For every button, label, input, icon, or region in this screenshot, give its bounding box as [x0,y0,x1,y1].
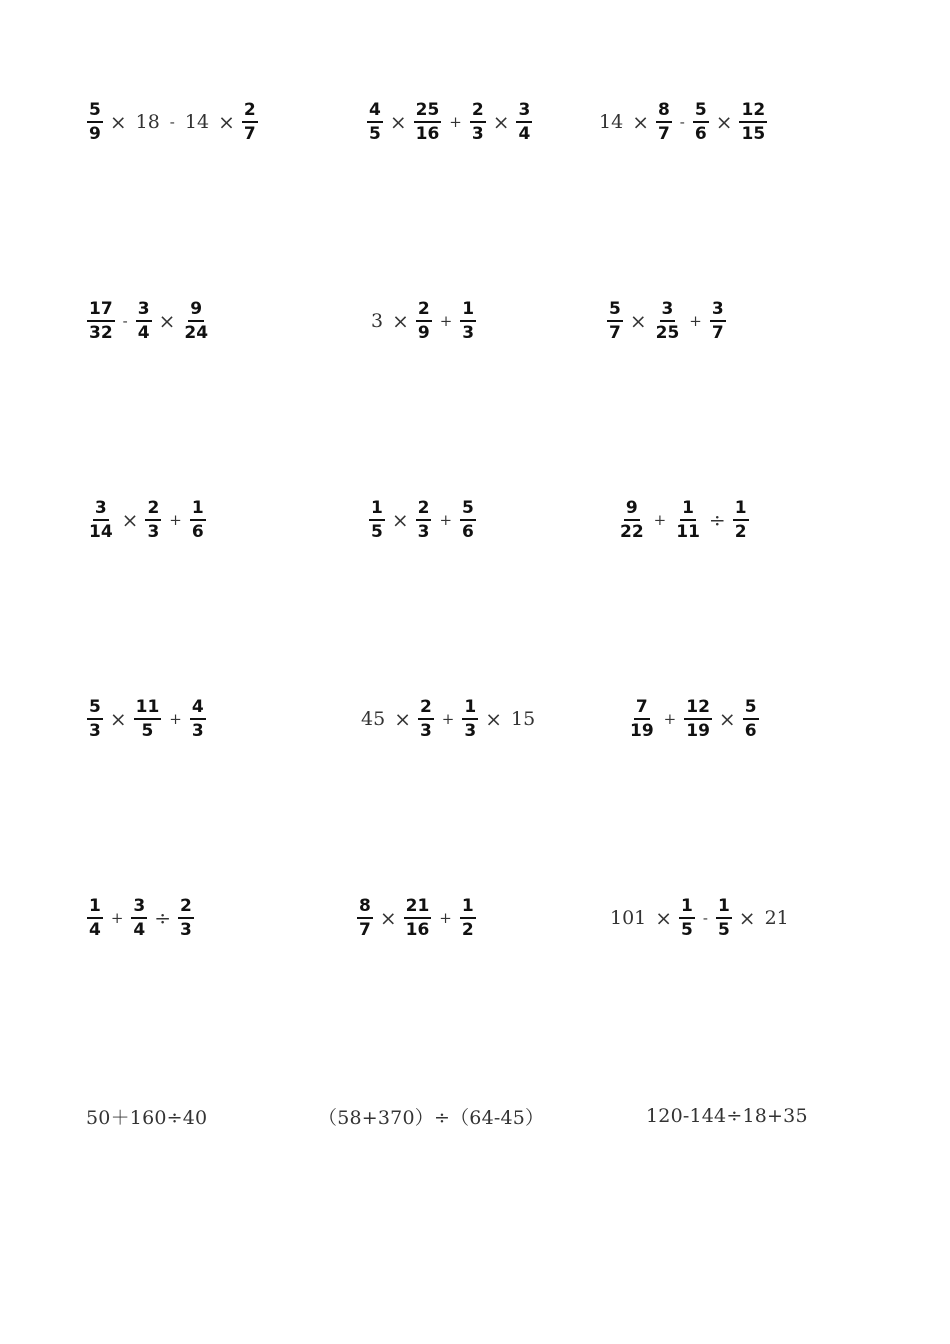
math-expression [627,695,760,743]
fraction [654,299,682,343]
fraction [674,498,702,542]
fraction-numerator: 1 [716,896,732,919]
fraction [416,299,432,343]
operator: + [689,312,702,330]
fraction-denominator: 6 [694,124,707,144]
fraction-numerator: 2 [418,697,434,720]
math-expression [617,496,750,544]
operator: - [169,113,175,131]
fraction-numerator: 7 [634,697,650,720]
fraction-denominator: 9 [417,323,430,343]
operator: + [663,710,677,728]
fraction-denominator: 32 [89,323,113,343]
fraction-denominator: 7 [711,323,724,343]
operator: - [679,113,685,131]
fraction-denominator: 3 [191,721,204,741]
operator: × [109,707,127,731]
integer: 14 [184,111,210,133]
fraction [87,100,103,144]
fraction [462,697,478,741]
fraction [414,100,442,144]
fraction-numerator: 2 [416,299,432,322]
operator: × [655,906,673,930]
fraction-denominator: 3 [147,522,160,542]
fraction-numerator: 3 [710,299,726,322]
operator: × [379,906,397,930]
math-expression [356,894,477,942]
integer: 14 [599,111,624,133]
fraction-numerator: 3 [516,100,532,123]
operator: × [629,309,647,333]
fraction-numerator: 5 [693,100,709,123]
fraction [693,100,709,144]
fraction-denominator: 7 [359,920,371,940]
fraction-denominator: 3 [419,721,432,741]
fraction [684,697,712,741]
fraction-numerator: 5 [607,299,623,322]
fraction-numerator: 11 [134,697,162,720]
fraction [87,896,103,940]
fraction [516,100,532,144]
operator: + [441,710,455,728]
fraction [418,697,434,741]
fraction-denominator: 3 [89,721,101,741]
fraction-denominator: 3 [417,522,430,542]
operator: + [169,710,182,728]
operator: + [439,511,453,529]
fraction-denominator: 15 [741,124,766,144]
operator: × [718,707,736,731]
fraction-denominator: 5 [371,522,383,542]
fraction [190,498,206,542]
fraction-denominator: 2 [734,522,747,542]
fraction-numerator: 5 [87,100,103,123]
operator: - [122,312,128,330]
fraction-denominator: 7 [657,124,670,144]
fraction-numerator: 4 [367,100,383,123]
fraction [460,299,476,343]
fraction-numerator: 4 [190,697,206,720]
fraction-numerator: 9 [188,299,204,322]
fraction [733,498,749,542]
integer: 101 [610,907,647,929]
operator: + [110,909,124,927]
operator: × [492,110,510,134]
fraction-denominator: 3 [464,721,477,741]
fraction-denominator: 16 [415,124,440,144]
math-expression [358,695,538,743]
fraction-numerator: 2 [470,100,486,123]
fraction [145,498,161,542]
math-expression [86,894,195,942]
arithmetic-expression: （58+370）÷（64-45） [318,1106,545,1129]
fraction [739,100,767,144]
fraction-denominator: 19 [630,721,654,741]
math-expression [368,297,477,345]
fraction-numerator: 8 [656,100,672,123]
fraction-denominator: 5 [369,124,381,144]
fraction [607,299,623,343]
fraction-denominator: 9 [89,124,101,144]
fraction-numerator: 5 [743,697,759,720]
operator: + [653,511,667,529]
fraction-denominator: 5 [141,721,154,741]
operator: × [485,707,502,731]
fraction-numerator: 12 [684,697,712,720]
fraction [367,100,383,144]
fraction [369,498,385,542]
fraction-numerator: 5 [460,498,476,521]
fraction [87,697,103,741]
operator: × [738,906,756,930]
operator: × [392,309,409,333]
fraction-numerator: 1 [190,498,206,521]
fraction-numerator: 1 [460,896,476,919]
fraction-denominator: 6 [462,522,474,542]
math-expression [607,894,792,942]
fraction-denominator: 2 [461,920,474,940]
fraction [416,498,432,542]
fraction-numerator: 17 [87,299,115,322]
math-expression [646,1092,808,1140]
fraction [357,896,373,940]
fraction-denominator: 24 [184,323,209,343]
math-expression [86,98,259,146]
fraction-numerator: 1 [369,498,385,521]
fraction-denominator: 11 [676,522,700,542]
fraction-numerator: 8 [357,896,373,919]
fraction-denominator: 5 [717,920,730,940]
integer: 21 [764,907,789,929]
fraction [87,498,115,542]
fraction [131,896,147,940]
math-expression [606,297,727,345]
fraction [242,100,258,144]
fraction [87,299,115,343]
fraction [710,299,726,343]
operator: ÷ [154,906,172,930]
fraction-denominator: 16 [405,920,430,940]
fraction-numerator: 3 [131,896,147,919]
fraction-numerator: 2 [242,100,258,123]
operator: × [394,707,411,731]
operator: + [439,312,453,330]
fraction [716,896,732,940]
fraction-numerator: 2 [145,498,161,521]
fraction-denominator: 19 [686,721,710,741]
fraction [618,498,646,542]
fraction [136,299,152,343]
math-expression [86,695,207,743]
fraction-denominator: 22 [620,522,644,542]
fraction [190,697,206,741]
fraction [743,697,759,741]
fraction [460,896,476,940]
fraction-numerator: 1 [462,697,478,720]
integer: 3 [371,310,384,332]
fraction-denominator: 14 [89,522,113,542]
fraction [182,299,210,343]
operator: - [702,909,708,927]
fraction-denominator: 25 [655,323,680,343]
fraction-numerator: 5 [87,697,103,720]
operator: × [391,508,409,532]
fraction [470,100,486,144]
fraction [628,697,656,741]
fraction-numerator: 2 [178,896,194,919]
fraction-numerator: 3 [93,498,109,521]
operator: + [449,113,462,131]
fraction-numerator: 25 [414,100,442,123]
math-expression [86,496,207,544]
fraction-denominator: 6 [191,522,204,542]
fraction-numerator: 2 [416,498,432,521]
math-expression [86,297,211,345]
fraction [134,697,162,741]
operator: + [439,909,452,927]
fraction-denominator: 4 [518,124,531,144]
fraction-numerator: 1 [680,498,696,521]
math-expression [86,1092,207,1140]
fraction-numerator: 3 [136,299,152,322]
operator: + [169,511,182,529]
operator: × [715,110,733,134]
fraction-denominator: 3 [180,920,192,940]
operator: × [109,110,127,134]
operator: ÷ [708,508,726,532]
fraction-numerator: 21 [404,896,432,919]
fraction-denominator: 6 [744,721,757,741]
operator: × [218,110,235,134]
fraction-denominator: 4 [89,920,101,940]
integer: 18 [135,111,160,133]
integer: 15 [510,708,536,730]
fraction [404,896,432,940]
fraction-numerator: 1 [87,896,103,919]
fraction [656,100,672,144]
arithmetic-expression: 120-144÷18+35 [646,1105,808,1127]
fraction-denominator: 4 [137,323,150,343]
fraction-numerator: 3 [660,299,676,322]
math-expression [596,98,768,146]
fraction-numerator: 1 [733,498,749,521]
fraction-numerator: 1 [679,896,695,919]
operator: × [632,110,649,134]
fraction-numerator: 9 [624,498,640,521]
integer: 45 [361,708,386,730]
fraction-denominator: 5 [681,920,693,940]
fraction-denominator: 7 [243,124,256,144]
fraction-denominator: 7 [609,323,621,343]
fraction-denominator: 3 [471,124,484,144]
math-expression [368,496,477,544]
fraction-denominator: 4 [133,920,146,940]
fraction [679,896,695,940]
operator: × [158,309,176,333]
math-expression [318,1092,544,1140]
fraction [460,498,476,542]
operator: × [389,110,407,134]
operator: × [121,508,139,532]
fraction-numerator: 1 [460,299,476,322]
fraction [178,896,194,940]
arithmetic-expression: 50＋160÷40 [86,1106,208,1129]
math-expression [366,98,533,146]
fraction-numerator: 12 [739,100,767,123]
fraction-denominator: 3 [462,323,475,343]
